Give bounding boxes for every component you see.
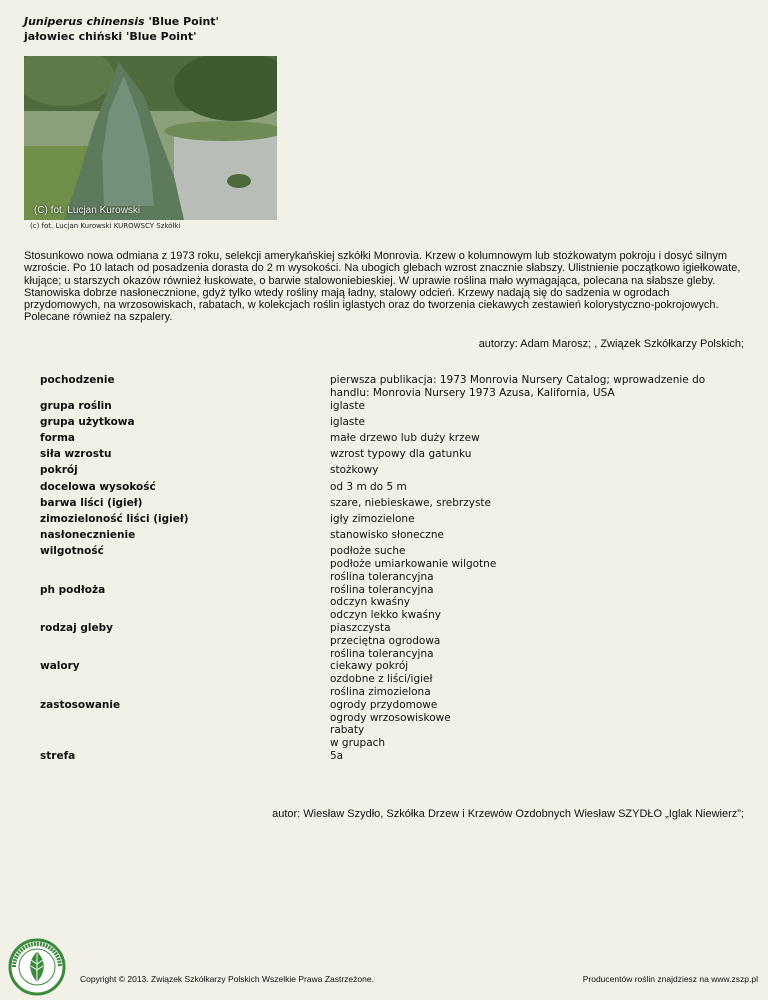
property-value: podłoże umiarkowanie wilgotne	[330, 558, 497, 571]
property-key: strefa	[40, 750, 76, 763]
property-row	[40, 416, 705, 432]
property-row	[40, 481, 705, 497]
property-key: zimozieloność liści (igieł)	[40, 512, 189, 525]
property-key: docelowa wysokość	[40, 480, 156, 493]
property-row	[40, 622, 705, 660]
property-row	[40, 497, 705, 513]
property-key: pochodzenie	[40, 374, 115, 386]
property-value: stanowisko słoneczne	[330, 529, 444, 542]
property-row	[40, 750, 705, 766]
property-values	[330, 448, 705, 464]
property-values	[330, 400, 705, 416]
property-values	[330, 464, 705, 480]
zszp-logo-icon	[8, 938, 66, 996]
property-value: w grupach	[330, 737, 386, 750]
property-key: forma	[40, 431, 75, 444]
property-value: od 3 m do 5 m	[330, 480, 407, 493]
property-key: siła wzrostu	[40, 448, 112, 461]
property-value: iglaste	[330, 399, 365, 412]
autor-line: autor: Wiesław Szydło, Szkółka Drzew i Krzewów Ozdobnych Wiesław SZYDŁO „Iglak Niewierz”;	[272, 808, 744, 820]
property-value: 5a	[330, 750, 344, 763]
property-value: odczyn lekko kwaśny	[330, 609, 441, 622]
property-values	[330, 513, 705, 529]
property-row	[40, 529, 705, 545]
property-value: ogrody przydomowe	[330, 698, 438, 711]
photo-caption: (c) fot. Lucjan Kurowski KUROWSCY Szkółki	[30, 222, 181, 230]
copyright-text: Copyright © 2013. Związek Szkółkarzy Polskich Wszelkie Prawa Zastrzeżone.	[80, 974, 374, 984]
property-key: ph podłoża	[40, 583, 106, 596]
property-values	[330, 529, 705, 545]
properties-table	[40, 374, 705, 766]
property-value: igły zimozielone	[330, 512, 415, 525]
plant-photo-image	[24, 56, 277, 220]
property-row	[40, 464, 705, 480]
plant-header	[24, 14, 219, 44]
latin-name	[24, 14, 219, 29]
property-row	[40, 699, 705, 750]
latin-genus-species: Juniperus chinensis	[24, 15, 145, 28]
plant-description: Stosunkowo nowa odmiana z 1973 roku, selekcji amerykańskiej szkółki Monrovia. Krzew o kolumnowym lub stożkowatym pokroju i dosyć silnym wzroście. Po 10 latach od posadzenia dorasta do 2 m wysokości. Na ubogich glebach wzrost znacznie słabszy. Ulistnienie początkowo igiełkowate, kłujące; u starszych okazów również łuskowate, o barwie stalowoniebieskiej. W uprawie roślina mało wymagająca, polecana na słabsze gleby. Stanowiska dobrze nasłonecznione, gdyż tylko wtedy rośliny mają ładny, stalowy odcień. Krzewy nadają się do sadzenia w ogrodach przydomowych, na wrzosowiskach, rabatach, w kolekcjach roślin iglastych oraz do tworzenia ciekawych zestawień kolorystyczno-pokrojowych. Polecane również na szpalery.	[24, 250, 741, 324]
property-row	[40, 432, 705, 448]
property-value: stożkowy	[330, 464, 379, 477]
property-key: barwa liści (igieł)	[40, 496, 143, 509]
property-value: piaszczysta	[330, 622, 391, 635]
property-values	[330, 432, 705, 448]
property-key: walory	[40, 660, 80, 673]
property-key: nasłonecznienie	[40, 529, 136, 542]
producers-text: Producentów roślin znajdziesz na www.zszp.pl	[582, 974, 758, 984]
property-row	[40, 513, 705, 529]
property-values	[330, 481, 705, 497]
property-value: rabaty	[330, 724, 365, 737]
property-values	[330, 497, 705, 513]
property-row	[40, 400, 705, 416]
property-key: wilgotność	[40, 545, 104, 558]
property-values	[330, 545, 705, 583]
property-values	[330, 584, 705, 622]
property-values	[330, 750, 705, 766]
property-value: roślina tolerancyjna	[330, 583, 434, 596]
property-key: grupa roślin	[40, 399, 112, 412]
property-row	[40, 584, 705, 622]
property-values	[330, 660, 705, 698]
property-values	[330, 622, 705, 660]
property-row	[40, 660, 705, 698]
property-row	[40, 374, 705, 400]
property-value: roślina zimozielona	[330, 686, 431, 699]
property-value: ogrody wrzosowiskowe	[330, 711, 451, 724]
property-key: grupa użytkowa	[40, 415, 135, 428]
property-values	[330, 374, 705, 400]
property-value: pierwsza publikacja: 1973 Monrovia Nursery Catalog; wprowadzenie do	[330, 374, 706, 386]
property-row	[40, 545, 705, 583]
property-value: roślina tolerancyjna	[330, 570, 434, 583]
property-value: handlu: Monrovia Nursery 1973 Azusa, Kalifornia, USA	[330, 386, 615, 399]
zszp-logo	[8, 938, 66, 1000]
property-value: małe drzewo lub duży krzew	[330, 431, 480, 444]
property-value: podłoże suche	[330, 545, 406, 558]
property-values	[330, 699, 705, 750]
property-value: przeciętna ogrodowa	[330, 634, 441, 647]
property-value: ozdobne z liści/igieł	[330, 673, 433, 686]
property-value: roślina tolerancyjna	[330, 647, 434, 660]
property-key: zastosowanie	[40, 698, 121, 711]
plant-photo	[24, 56, 277, 220]
latin-cultivar: 'Blue Point'	[144, 15, 219, 28]
property-value: wzrost typowy dla gatunku	[330, 448, 472, 461]
property-values	[330, 416, 705, 432]
photo-watermark: (C) fot. Lucjan Kurowski	[34, 205, 141, 216]
property-value: szare, niebieskawe, srebrzyste	[330, 496, 492, 509]
property-value: odczyn kwaśny	[330, 596, 411, 609]
property-value: iglaste	[330, 415, 365, 428]
authors-line: autorzy: Adam Marosz; , Związek Szkółkarzy Polskich;	[478, 338, 744, 350]
property-value: ciekawy pokrój	[330, 660, 409, 673]
property-key: rodzaj gleby	[40, 622, 113, 635]
property-key: pokrój	[40, 464, 78, 477]
polish-name: jałowiec chiński 'Blue Point'	[24, 30, 197, 43]
property-row	[40, 448, 705, 464]
